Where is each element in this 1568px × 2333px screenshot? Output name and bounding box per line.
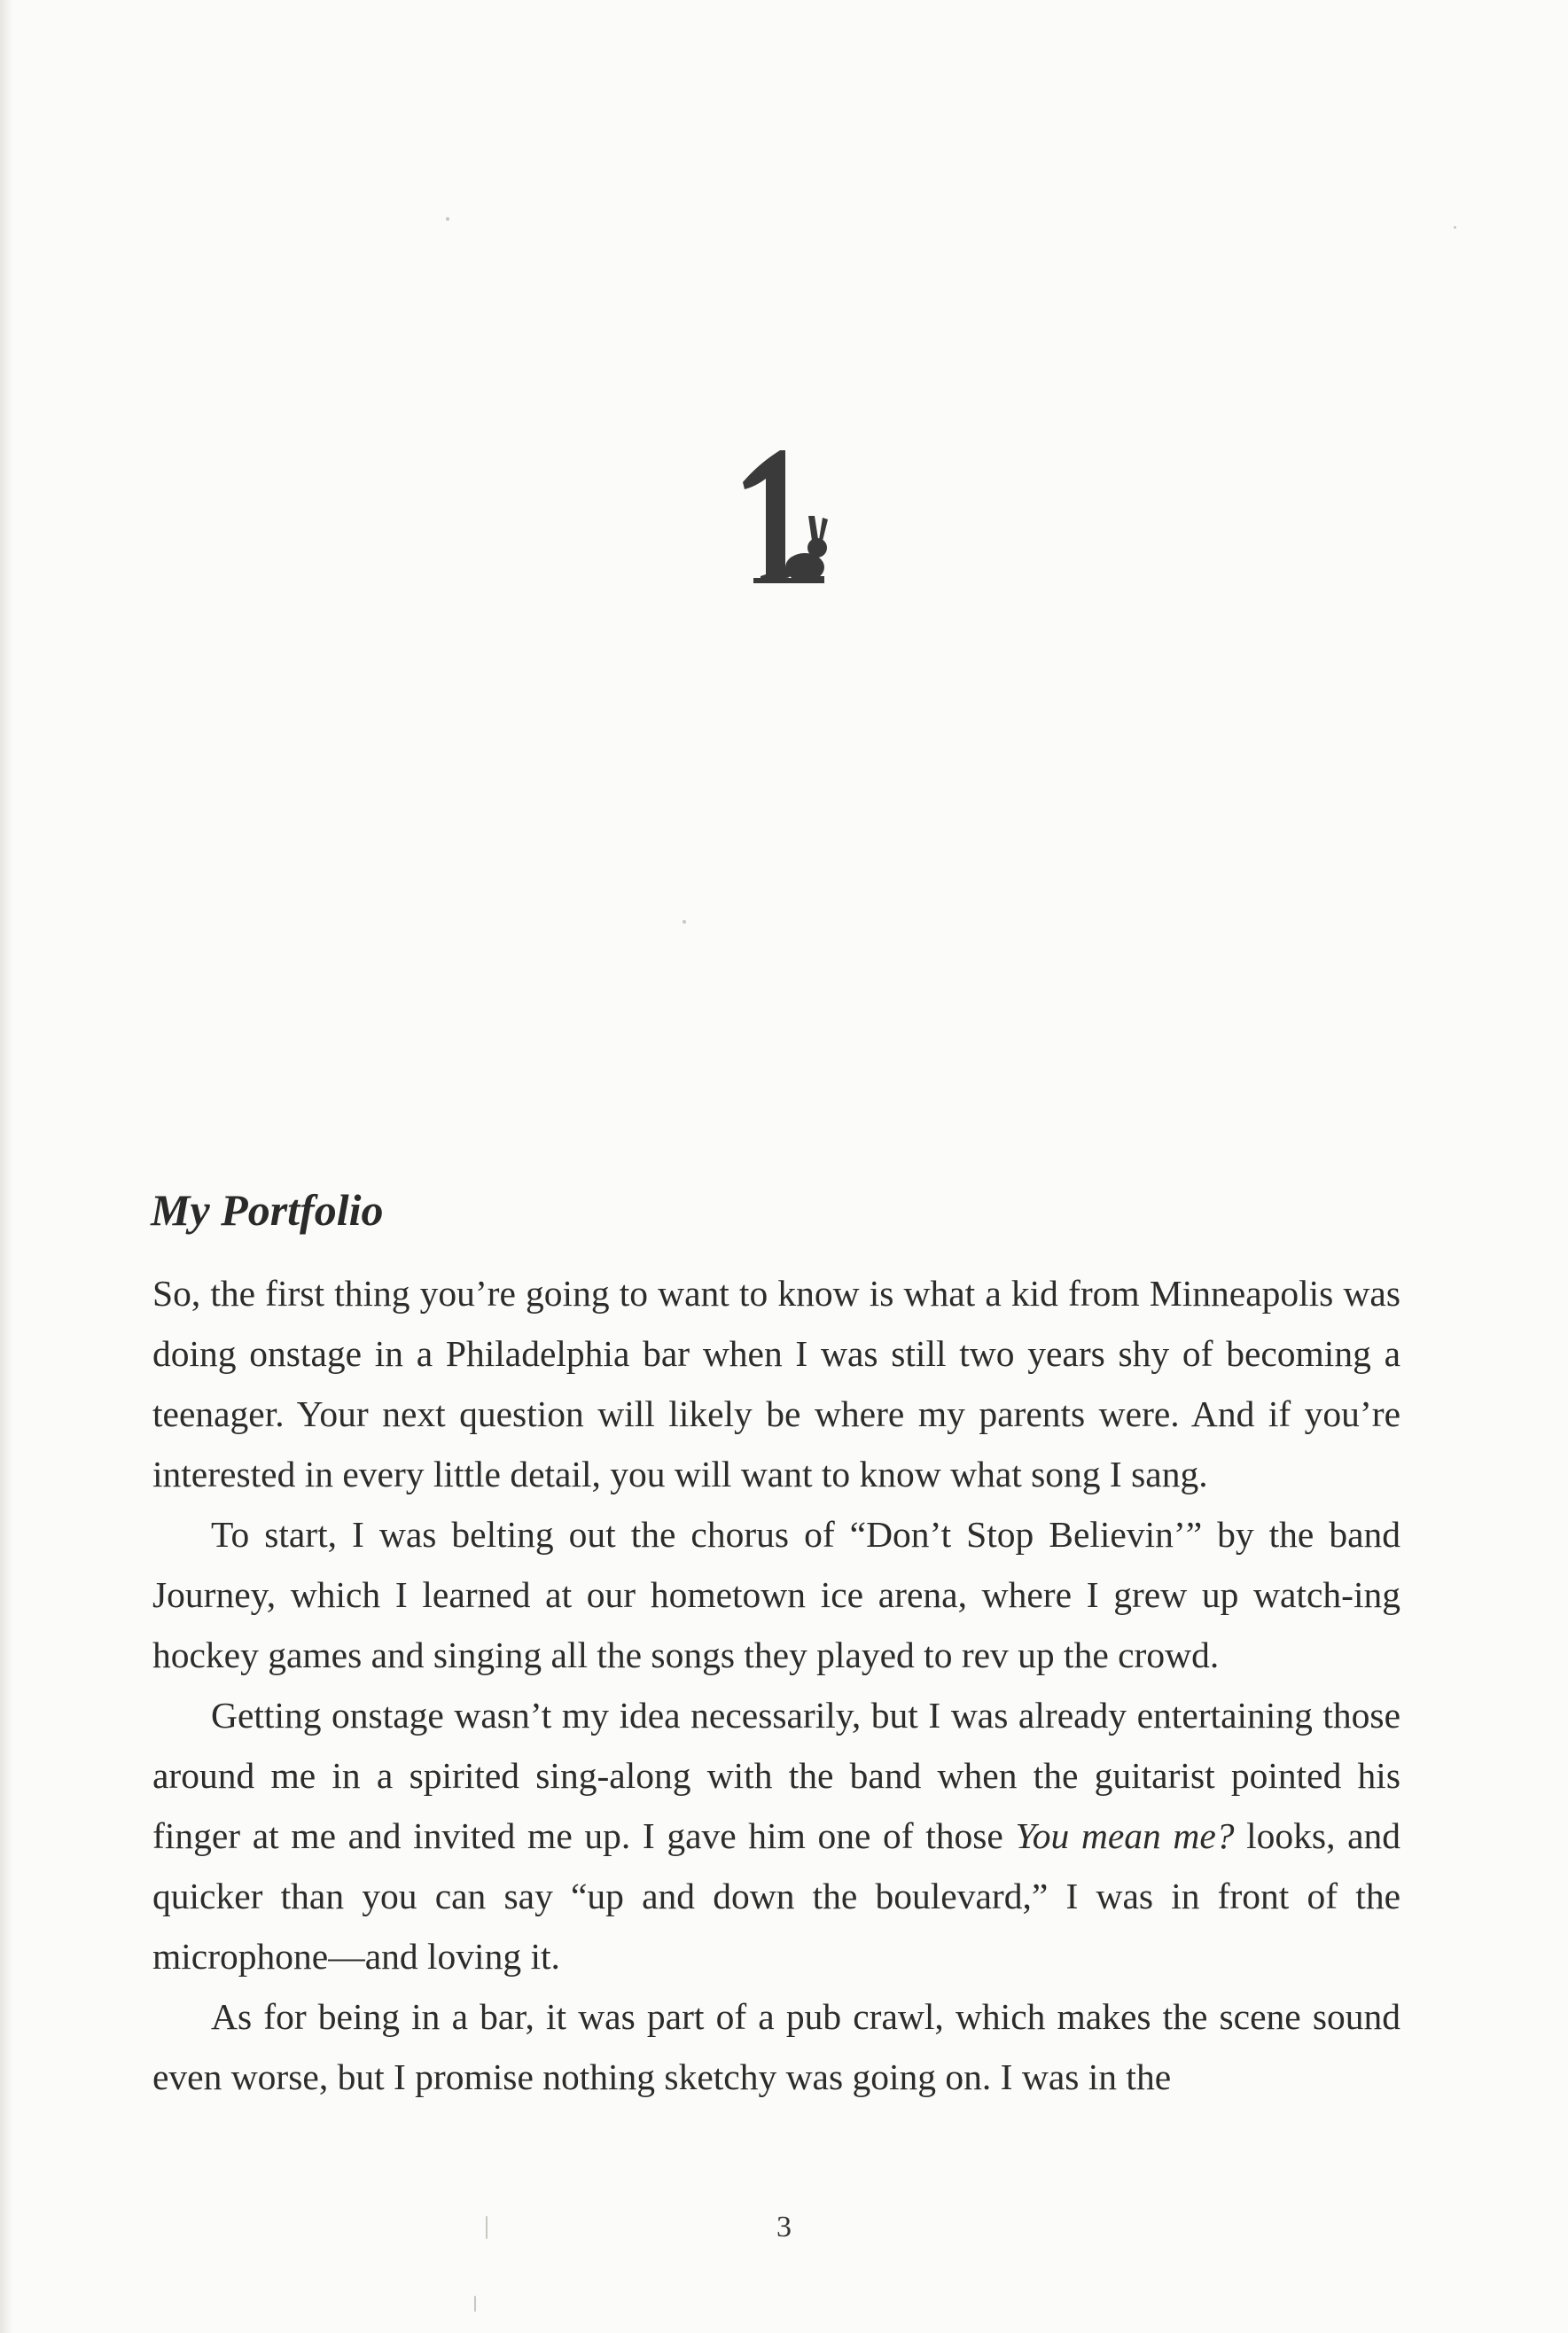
- body-text: [152, 1263, 1400, 2107]
- body-paragraph: [152, 1685, 1400, 1986]
- scan-speck: [474, 2296, 476, 2312]
- scan-speck: [486, 2216, 488, 2239]
- body-paragraph: [152, 1263, 1400, 1504]
- scan-speck: [1454, 226, 1456, 229]
- paragraph-text: looks, and quicker than you can say “up and down the boulevard,” I was in front of the microphone—and loving it.: [152, 1815, 1400, 1977]
- italic-phrase: You mean me?: [1015, 1815, 1235, 1856]
- paragraph-text: As for being in a bar, it was part of a pub crawl, which makes the scene sound even worse, but I promise nothing sketchy was going on. I was in the: [152, 1996, 1400, 2097]
- paragraph-text: To start, I was belting out the chorus of “Don’t Stop Believin’” by the band Journey, which I learned at our hometown ice arena, where I grew up watch-ing hockey games and singing all the songs they played to rev up the crowd.: [152, 1514, 1400, 1675]
- page-gutter-shadow: [0, 0, 12, 2333]
- scan-speck: [683, 920, 686, 924]
- paragraph-text: So, the first thing you’re going to want to know is what a kid from Minneapolis was doing onstage in a Philadelphia bar when I was still two years shy of becoming a teenager. Your next question will likely be where my parents were. And if you’re interested in every little detail, you will want to know what song I sang.: [152, 1273, 1400, 1494]
- rabbit-icon: [727, 443, 851, 603]
- chapter-number-ornament: [727, 443, 851, 603]
- paragraph-text: Getting onstage wasn’t my idea necessarily, but I was already entertaining those around me in a spirited sing-along with the band when the guitarist pointed his finger at me and invited me up. I gave him one of those: [152, 1695, 1400, 1856]
- body-paragraph: [152, 1986, 1400, 2107]
- scan-speck: [446, 217, 449, 221]
- page-number: 3: [776, 2211, 792, 2243]
- body-paragraph: [152, 1504, 1400, 1685]
- section-heading: My Portfolio: [151, 1185, 384, 1235]
